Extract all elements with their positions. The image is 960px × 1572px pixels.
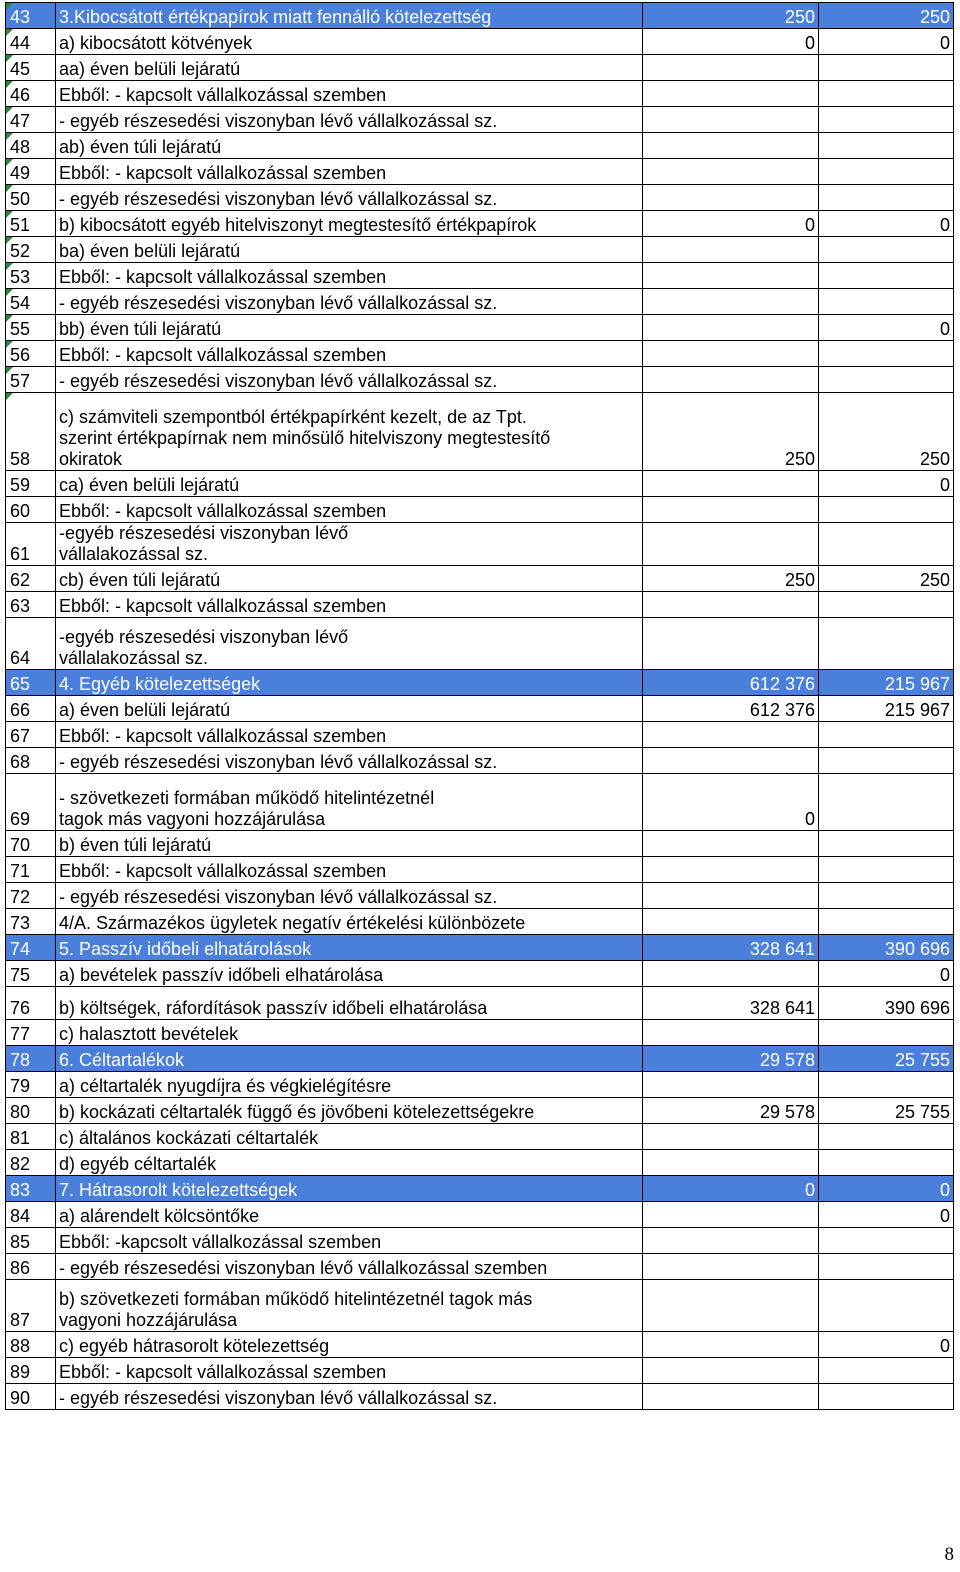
row-label: - egyéb részesedési viszonyban lévő vállalkozással sz.: [56, 185, 643, 211]
row-number: 70: [6, 831, 56, 857]
row-number: 88: [6, 1332, 56, 1358]
previous-year-value: 0: [643, 1176, 819, 1202]
current-year-value: [819, 185, 954, 211]
table-row: [6, 523, 954, 566]
table-row: [6, 1358, 954, 1384]
table-row: [6, 81, 954, 107]
row-label: 4/A. Származékos ügyletek negatív értékelési különbözete: [56, 909, 643, 935]
row-label: - egyéb részesedési viszonyban lévő vállalkozással sz.: [56, 1384, 643, 1410]
row-label: Ebből: - kapcsolt vállalkozással szemben: [56, 159, 643, 185]
table-row: [6, 1150, 954, 1176]
table-row: [6, 1202, 954, 1228]
row-label: b) költségek, ráfordítások passzív időbeli elhatárolása: [56, 987, 643, 1020]
current-year-value: [819, 831, 954, 857]
current-year-value: [819, 81, 954, 107]
row-label: b) szövetkezeti formában működő hitelintézetnél tagok más vagyoni hozzájárulása: [56, 1280, 643, 1332]
current-year-value: 0: [819, 315, 954, 341]
previous-year-value: [643, 1228, 819, 1254]
row-label: Ebből: -kapcsolt vállalkozással szemben: [56, 1228, 643, 1254]
row-label: 3.Kibocsátott értékpapírok miatt fennálló kötelezettség: [56, 3, 643, 29]
row-label: cb) éven túli lejáratú: [56, 566, 643, 592]
current-year-value: [819, 133, 954, 159]
current-year-value: [819, 263, 954, 289]
table-row: [6, 55, 954, 81]
balance-sheet-body: [6, 3, 954, 1410]
row-label: a) alárendelt kölcsöntőke: [56, 1202, 643, 1228]
row-label: Ebből: - kapcsolt vállalkozással szemben: [56, 341, 643, 367]
table-row: [6, 1124, 954, 1150]
previous-year-value: [643, 81, 819, 107]
previous-year-value: [643, 1358, 819, 1384]
current-year-value: [819, 1280, 954, 1332]
table-row: [6, 857, 954, 883]
current-year-value: [819, 523, 954, 566]
row-number: 66: [6, 696, 56, 722]
table-row: [6, 289, 954, 315]
current-year-value: [819, 107, 954, 133]
table-row: [6, 185, 954, 211]
previous-year-value: [643, 315, 819, 341]
previous-year-value: [643, 1332, 819, 1358]
row-number: 54: [6, 289, 56, 315]
current-year-value: [819, 55, 954, 81]
previous-year-value: [643, 1020, 819, 1046]
row-number: 44: [6, 29, 56, 55]
previous-year-value: [643, 237, 819, 263]
previous-year-value: 0: [643, 29, 819, 55]
table-row: [6, 696, 954, 722]
table-row: [6, 748, 954, 774]
table-row: [6, 1280, 954, 1332]
table-row: [6, 592, 954, 618]
current-year-value: 390 696: [819, 935, 954, 961]
row-label: a) éven belüli lejáratú: [56, 696, 643, 722]
current-year-value: 25 755: [819, 1046, 954, 1072]
table-row: [6, 263, 954, 289]
row-number: 81: [6, 1124, 56, 1150]
current-year-value: [819, 497, 954, 523]
table-row: [6, 1098, 954, 1124]
page-number: 8: [944, 1544, 954, 1565]
table-row: [6, 107, 954, 133]
current-year-value: [819, 1150, 954, 1176]
current-year-value: [819, 1020, 954, 1046]
row-label: -egyéb részesedési viszonyban lévő vállalakozással sz.: [56, 618, 643, 670]
previous-year-value: 0: [643, 211, 819, 237]
previous-year-value: [643, 883, 819, 909]
row-number: 67: [6, 722, 56, 748]
row-label: ca) éven belüli lejáratú: [56, 471, 643, 497]
table-row: [6, 133, 954, 159]
row-number: 76: [6, 987, 56, 1020]
row-number: 68: [6, 748, 56, 774]
row-number: 82: [6, 1150, 56, 1176]
row-label: Ebből: - kapcsolt vállalkozással szemben: [56, 263, 643, 289]
previous-year-value: [643, 523, 819, 566]
row-number: 85: [6, 1228, 56, 1254]
previous-year-value: 250: [643, 566, 819, 592]
previous-year-value: 250: [643, 3, 819, 29]
row-label: - egyéb részesedési viszonyban lévő vállalkozással sz.: [56, 367, 643, 393]
current-year-value: 25 755: [819, 1098, 954, 1124]
current-year-value: 215 967: [819, 670, 954, 696]
table-row: [6, 566, 954, 592]
current-year-value: 250: [819, 566, 954, 592]
previous-year-value: [643, 857, 819, 883]
previous-year-value: [643, 289, 819, 315]
previous-year-value: [643, 497, 819, 523]
current-year-value: 390 696: [819, 987, 954, 1020]
row-label: a) bevételek passzív időbeli elhatárolása: [56, 961, 643, 987]
table-row: [6, 961, 954, 987]
row-number: 83: [6, 1176, 56, 1202]
current-year-value: 0: [819, 1202, 954, 1228]
previous-year-value: [643, 471, 819, 497]
row-number: 60: [6, 497, 56, 523]
current-year-value: [819, 1384, 954, 1410]
previous-year-value: [643, 55, 819, 81]
row-label: Ebből: - kapcsolt vállalkozással szemben: [56, 1358, 643, 1384]
row-label: aa) éven belüli lejáratú: [56, 55, 643, 81]
table-row: [6, 497, 954, 523]
current-year-value: [819, 289, 954, 315]
row-label: c) általános kockázati céltartalék: [56, 1124, 643, 1150]
table-row: [6, 883, 954, 909]
row-label: c) egyéb hátrasorolt kötelezettség: [56, 1332, 643, 1358]
current-year-value: 0: [819, 211, 954, 237]
table-row: [6, 1384, 954, 1410]
table-row: [6, 211, 954, 237]
current-year-value: [819, 592, 954, 618]
row-number: 46: [6, 81, 56, 107]
current-year-value: 0: [819, 961, 954, 987]
current-year-value: 0: [819, 1176, 954, 1202]
previous-year-value: 250: [643, 393, 819, 471]
row-label: ab) éven túli lejáratú: [56, 133, 643, 159]
row-number: 80: [6, 1098, 56, 1124]
row-label: - egyéb részesedési viszonyban lévő vállalkozással szemben: [56, 1254, 643, 1280]
row-number: 84: [6, 1202, 56, 1228]
previous-year-value: [643, 909, 819, 935]
row-label: Ebből: - kapcsolt vállalkozással szemben: [56, 592, 643, 618]
row-label: c) halasztott bevételek: [56, 1020, 643, 1046]
table-row: [6, 3, 954, 29]
previous-year-value: [643, 1202, 819, 1228]
previous-year-value: [643, 367, 819, 393]
table-row: [6, 393, 954, 471]
row-label: a) céltartalék nyugdíjra és végkielégítésre: [56, 1072, 643, 1098]
row-label: - egyéb részesedési viszonyban lévő vállalkozással sz.: [56, 289, 643, 315]
table-row: [6, 1020, 954, 1046]
row-number: 58: [6, 393, 56, 471]
previous-year-value: [643, 748, 819, 774]
current-year-value: [819, 237, 954, 263]
row-number: 79: [6, 1072, 56, 1098]
previous-year-value: 328 641: [643, 987, 819, 1020]
row-label: - egyéb részesedési viszonyban lévő vállalkozással sz.: [56, 107, 643, 133]
table-row: [6, 1332, 954, 1358]
previous-year-value: [643, 1124, 819, 1150]
row-number: 72: [6, 883, 56, 909]
table-row: [6, 367, 954, 393]
current-year-value: [819, 367, 954, 393]
previous-year-value: [643, 961, 819, 987]
previous-year-value: 328 641: [643, 935, 819, 961]
current-year-value: 250: [819, 393, 954, 471]
table-row: [6, 341, 954, 367]
row-label: 7. Hátrasorolt kötelezettségek: [56, 1176, 643, 1202]
row-label: ba) éven belüli lejáratú: [56, 237, 643, 263]
row-number: 89: [6, 1358, 56, 1384]
previous-year-value: [643, 1384, 819, 1410]
previous-year-value: 29 578: [643, 1046, 819, 1072]
current-year-value: [819, 1228, 954, 1254]
current-year-value: [819, 341, 954, 367]
current-year-value: [819, 909, 954, 935]
row-number: 59: [6, 471, 56, 497]
current-year-value: [819, 748, 954, 774]
row-number: 75: [6, 961, 56, 987]
previous-year-value: 612 376: [643, 696, 819, 722]
previous-year-value: [643, 185, 819, 211]
current-year-value: 250: [819, 3, 954, 29]
row-label: a) kibocsátott kötvények: [56, 29, 643, 55]
row-label: b) kockázati céltartalék függő és jövőbeni kötelezettségekre: [56, 1098, 643, 1124]
current-year-value: [819, 1254, 954, 1280]
previous-year-value: [643, 133, 819, 159]
row-label: 4. Egyéb kötelezettségek: [56, 670, 643, 696]
table-row: [6, 987, 954, 1020]
table-row: [6, 774, 954, 831]
row-label: - szövetkezeti formában működő hitelintézetnél tagok más vagyoni hozzájárulása: [56, 774, 643, 831]
table-row: [6, 315, 954, 341]
row-number: 69: [6, 774, 56, 831]
row-label: -egyéb részesedési viszonyban lévő vállalakozással sz.: [56, 523, 643, 566]
previous-year-value: [643, 341, 819, 367]
current-year-value: 0: [819, 471, 954, 497]
balance-sheet-table: [5, 2, 954, 1410]
row-number: 61: [6, 523, 56, 566]
row-number: 65: [6, 670, 56, 696]
table-row: [6, 1254, 954, 1280]
row-number: 49: [6, 159, 56, 185]
row-label: Ebből: - kapcsolt vállalkozással szemben: [56, 497, 643, 523]
previous-year-value: [643, 618, 819, 670]
table-row: [6, 670, 954, 696]
previous-year-value: [643, 1280, 819, 1332]
row-number: 57: [6, 367, 56, 393]
row-label: Ebből: - kapcsolt vállalkozással szemben: [56, 722, 643, 748]
row-label: b) kibocsátott egyéb hitelviszonyt megtestesítő értékpapírok: [56, 211, 643, 237]
row-number: 45: [6, 55, 56, 81]
row-number: 43: [6, 3, 56, 29]
table-row: [6, 1228, 954, 1254]
row-label: 6. Céltartalékok: [56, 1046, 643, 1072]
row-label: 5. Passzív időbeli elhatárolások: [56, 935, 643, 961]
row-number: 47: [6, 107, 56, 133]
row-label: d) egyéb céltartalék: [56, 1150, 643, 1176]
table-row: [6, 237, 954, 263]
table-row: [6, 29, 954, 55]
previous-year-value: 612 376: [643, 670, 819, 696]
row-number: 53: [6, 263, 56, 289]
current-year-value: 0: [819, 29, 954, 55]
current-year-value: [819, 159, 954, 185]
row-label: - egyéb részesedési viszonyban lévő vállalkozással sz.: [56, 883, 643, 909]
table-row: [6, 1176, 954, 1202]
previous-year-value: [643, 107, 819, 133]
row-number: 71: [6, 857, 56, 883]
row-number: 74: [6, 935, 56, 961]
row-number: 56: [6, 341, 56, 367]
previous-year-value: 29 578: [643, 1098, 819, 1124]
row-number: 48: [6, 133, 56, 159]
table-row: [6, 935, 954, 961]
row-number: 86: [6, 1254, 56, 1280]
row-number: 50: [6, 185, 56, 211]
row-number: 73: [6, 909, 56, 935]
previous-year-value: [643, 1254, 819, 1280]
current-year-value: [819, 618, 954, 670]
current-year-value: [819, 857, 954, 883]
row-label: c) számviteli szempontból értékpapírként kezelt, de az Tpt. szerint értékpapírnak nem minősülő hitelviszony megtestesítő okiratok: [56, 393, 643, 471]
row-number: 87: [6, 1280, 56, 1332]
current-year-value: 215 967: [819, 696, 954, 722]
row-label: Ebből: - kapcsolt vállalkozással szemben: [56, 857, 643, 883]
current-year-value: [819, 883, 954, 909]
previous-year-value: [643, 263, 819, 289]
table-row: [6, 722, 954, 748]
table-row: [6, 159, 954, 185]
row-number: 64: [6, 618, 56, 670]
row-label: Ebből: - kapcsolt vállalkozással szemben: [56, 81, 643, 107]
row-number: 63: [6, 592, 56, 618]
row-number: 78: [6, 1046, 56, 1072]
current-year-value: [819, 774, 954, 831]
previous-year-value: [643, 592, 819, 618]
table-row: [6, 1072, 954, 1098]
previous-year-value: [643, 831, 819, 857]
table-row: [6, 1046, 954, 1072]
row-number: 52: [6, 237, 56, 263]
row-label: bb) éven túli lejáratú: [56, 315, 643, 341]
previous-year-value: [643, 1150, 819, 1176]
current-year-value: [819, 1358, 954, 1384]
row-number: 51: [6, 211, 56, 237]
row-number: 77: [6, 1020, 56, 1046]
previous-year-value: 0: [643, 774, 819, 831]
current-year-value: 0: [819, 1332, 954, 1358]
table-row: [6, 471, 954, 497]
table-row: [6, 909, 954, 935]
row-label: - egyéb részesedési viszonyban lévő vállalkozással sz.: [56, 748, 643, 774]
row-number: 62: [6, 566, 56, 592]
current-year-value: [819, 1124, 954, 1150]
previous-year-value: [643, 722, 819, 748]
row-number: 90: [6, 1384, 56, 1410]
previous-year-value: [643, 159, 819, 185]
row-label: b) éven túli lejáratú: [56, 831, 643, 857]
table-row: [6, 831, 954, 857]
table-row: [6, 618, 954, 670]
current-year-value: [819, 722, 954, 748]
row-number: 55: [6, 315, 56, 341]
current-year-value: [819, 1072, 954, 1098]
previous-year-value: [643, 1072, 819, 1098]
